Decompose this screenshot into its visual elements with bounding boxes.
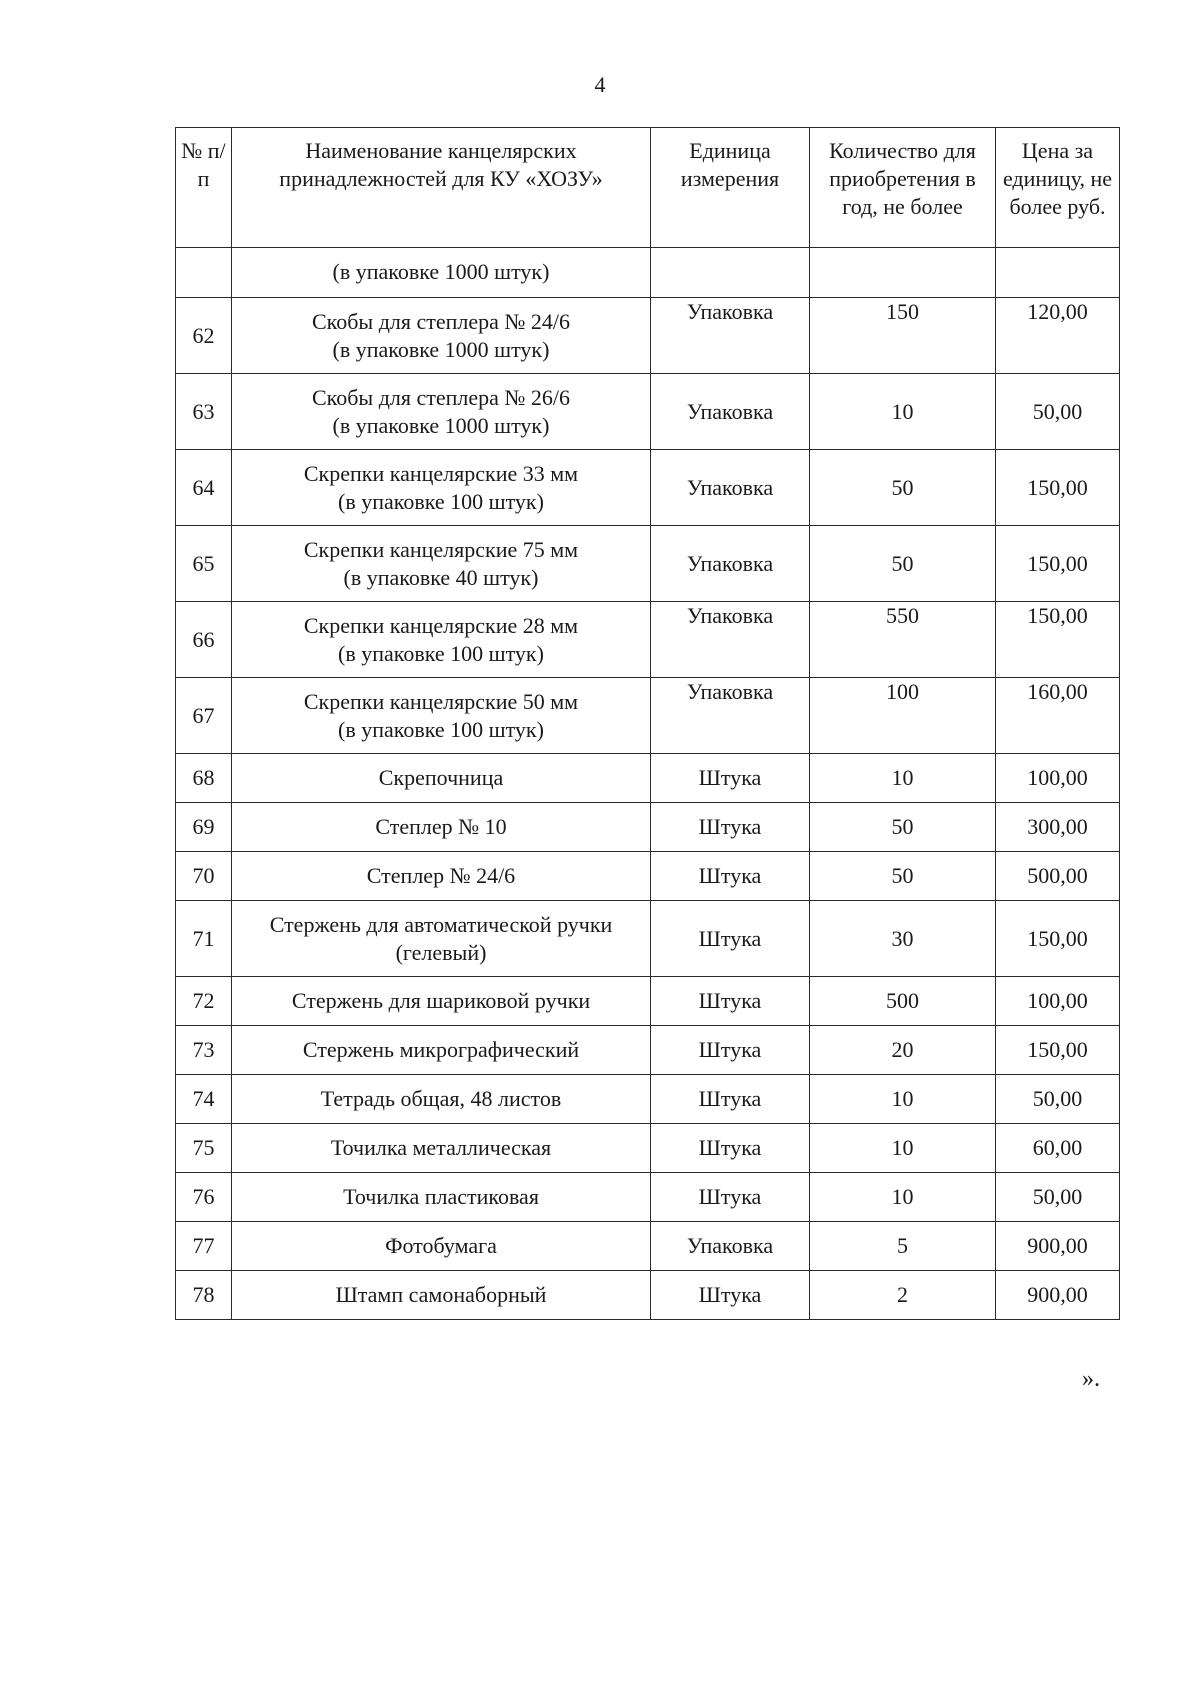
cell-unit: Штука [651,1271,810,1320]
item-name-line: Стержень для автоматической ручки [269,911,613,937]
item-name-line: (в упаковке 1000 штук) [332,336,550,362]
cell-qty: 20 [810,1026,996,1075]
table-row [176,678,1120,754]
item-name-line: Фотобумага [385,1233,497,1258]
cell-qty: 500 [810,977,996,1026]
cell-num: 65 [176,526,232,602]
cell-name [232,1173,651,1222]
cell-unit: Штука [651,1075,810,1124]
cell-qty: 100 [810,678,996,754]
cell-num: 74 [176,1075,232,1124]
item-name-line: Скобы для степлера № 24/6 [311,308,571,334]
cell-name [232,526,651,602]
item-name-line: Стержень для шариковой ручки [291,988,591,1013]
cell-price [996,248,1120,298]
cell-qty [810,248,996,298]
table-body [176,248,1120,1320]
table-row [176,1271,1120,1320]
item-name-line: Степлер № 24/6 [366,863,516,888]
header-name: Наименование канцелярских принадлежностей для КУ «ХОЗУ» [232,128,651,248]
cell-qty: 550 [810,602,996,678]
cell-qty: 5 [810,1222,996,1271]
cell-name [232,1026,651,1075]
cell-price: 50,00 [996,1075,1120,1124]
table-row [176,526,1120,602]
cell-name [232,1075,651,1124]
cell-price: 160,00 [996,678,1120,754]
cell-num [176,248,232,298]
cell-price: 50,00 [996,374,1120,450]
cell-name [232,977,651,1026]
cell-qty: 10 [810,1173,996,1222]
cell-num: 66 [176,602,232,678]
cell-name [232,374,651,450]
cell-num: 62 [176,298,232,374]
header-price: Цена за единицу, не более руб. [996,128,1120,248]
cell-unit: Штука [651,1124,810,1173]
cell-num: 63 [176,374,232,450]
cell-price: 150,00 [996,450,1120,526]
cell-qty: 10 [810,1124,996,1173]
item-name-line: Скрепки канцелярские 28 мм [303,612,579,638]
cell-num: 71 [176,901,232,977]
cell-unit: Упаковка [651,526,810,602]
cell-price: 120,00 [996,298,1120,374]
table-row [176,374,1120,450]
header-unit: Единица измерения [651,128,810,248]
cell-num: 77 [176,1222,232,1271]
cell-price: 300,00 [996,803,1120,852]
cell-unit: Упаковка [651,678,810,754]
cell-name [232,901,651,977]
cell-unit: Упаковка [651,1222,810,1271]
table-row [176,1124,1120,1173]
cell-unit [651,248,810,298]
page-number: 4 [594,72,606,97]
item-name-line: Точилка пластиковая [343,1184,539,1209]
table-row [176,1026,1120,1075]
cell-num: 78 [176,1271,232,1320]
cell-num: 73 [176,1026,232,1075]
cell-qty: 10 [810,374,996,450]
cell-price: 150,00 [996,526,1120,602]
cell-qty: 50 [810,852,996,901]
item-name-line: (гелевый) [395,939,487,965]
header-qty: Количество для приобретения в год, не более [810,128,996,248]
item-name-line: Стержень микрографический [302,1037,580,1062]
cell-name [232,602,651,678]
cell-price: 50,00 [996,1173,1120,1222]
table-row [176,602,1120,678]
cell-name [232,678,651,754]
cell-price: 900,00 [996,1271,1120,1320]
cell-price: 150,00 [996,901,1120,977]
cell-price: 100,00 [996,754,1120,803]
item-name-line: Тетрадь общая, 48 листов [320,1086,562,1111]
stationery-table [175,127,1120,1320]
cell-qty: 30 [810,901,996,977]
cell-price: 150,00 [996,1026,1120,1075]
cell-price: 500,00 [996,852,1120,901]
cell-name [232,1124,651,1173]
cell-qty: 50 [810,803,996,852]
item-name-line: Скобы для степлера № 26/6 [311,384,571,410]
cell-qty: 50 [810,450,996,526]
cell-unit: Штука [651,754,810,803]
cell-num: 72 [176,977,232,1026]
cell-qty: 10 [810,754,996,803]
cell-unit: Упаковка [651,298,810,374]
cell-unit: Штука [651,1173,810,1222]
cell-name: (в упаковке 1000 штук) [232,248,651,298]
table-row [176,901,1120,977]
item-name-line: (в упаковке 100 штук) [338,640,544,666]
item-name-line: Скрепки канцелярские 50 мм [303,688,579,714]
table-row [176,977,1120,1026]
item-name-line: (в упаковке 100 штук) [338,488,544,514]
continuation-row [176,248,1120,298]
table-row [176,450,1120,526]
item-name-line: Скрепочница [378,765,504,790]
cell-unit: Штука [651,977,810,1026]
cell-price: 900,00 [996,1222,1120,1271]
closing-quote-mark: ». [1082,1366,1100,1392]
table-row [176,1173,1120,1222]
cell-num: 75 [176,1124,232,1173]
cell-num: 69 [176,803,232,852]
cell-unit: Штука [651,901,810,977]
cell-unit: Штука [651,852,810,901]
cell-num: 70 [176,852,232,901]
cell-unit: Штука [651,803,810,852]
item-name-line: (в упаковке 100 штук) [338,716,544,742]
cell-qty: 50 [810,526,996,602]
table-row [176,803,1120,852]
cell-unit: Упаковка [651,374,810,450]
cell-price: 60,00 [996,1124,1120,1173]
cell-num: 68 [176,754,232,803]
cell-name [232,298,651,374]
cell-qty: 2 [810,1271,996,1320]
item-name-line: Штамп самонаборный [335,1282,547,1307]
table-row [176,1075,1120,1124]
cell-name [232,803,651,852]
table-row [176,1222,1120,1271]
cell-name [232,1271,651,1320]
cell-unit: Штука [651,1026,810,1075]
item-name-line: Степлер № 10 [375,814,507,839]
table-row [176,298,1120,374]
item-name-line: Точилка металлическая [330,1135,552,1160]
cell-name [232,1222,651,1271]
cell-num: 67 [176,678,232,754]
cell-unit: Упаковка [651,602,810,678]
item-name-line: (в упаковке 1000 штук) [332,412,550,438]
cell-num: 64 [176,450,232,526]
header-num: № п/п [176,128,232,248]
table-row [176,754,1120,803]
cell-qty: 10 [810,1075,996,1124]
cell-qty: 150 [810,298,996,374]
table-header-row [176,128,1120,248]
cell-price: 150,00 [996,602,1120,678]
cell-unit: Упаковка [651,450,810,526]
item-name-line: Скрепки канцелярские 75 мм [303,536,579,562]
cell-name [232,852,651,901]
item-name-line: Скрепки канцелярские 33 мм [303,460,579,486]
table-row [176,852,1120,901]
cell-name [232,754,651,803]
cell-num: 76 [176,1173,232,1222]
item-name-line: (в упаковке 40 штук) [343,564,539,590]
cell-name [232,450,651,526]
cell-price: 100,00 [996,977,1120,1026]
